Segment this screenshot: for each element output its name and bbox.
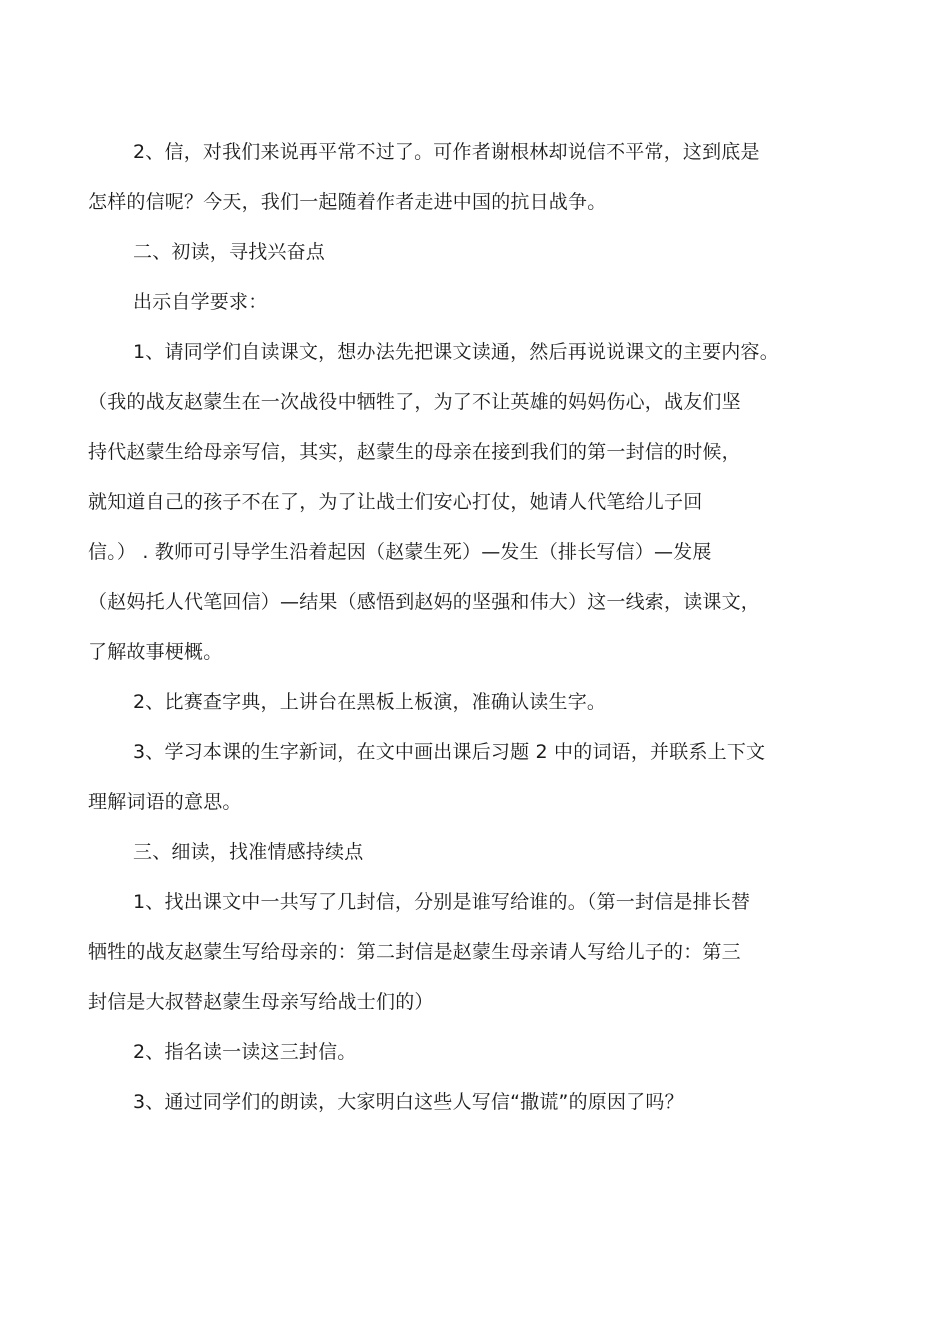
paragraph-line: （我的战友赵蒙生在一次战役中牺牲了，为了不让英雄的妈妈伤心，战友们坚 [88, 391, 741, 413]
paragraph-line: 信。） . 教师可引导学生沿着起因（赵蒙生死）—发生（排长写信）—发展 [88, 541, 712, 563]
paragraph-line: 就知道自己的孩子不在了，为了让战士们安心打仗，她请人代笔给儿子回 [88, 491, 703, 513]
paragraph-line: （赵妈托人代笔回信）—结果（感悟到赵妈的坚强和伟大）这一线索，读课文， [88, 591, 761, 613]
section-heading: 二、初读，寻找兴奋点 [133, 241, 326, 263]
paragraph-line: 2、指名读一读这三封信。 [133, 1041, 357, 1063]
paragraph-line: 了解故事梗概。 [88, 641, 223, 663]
paragraph-line: 2、信，对我们来说再平常不过了。可作者谢根林却说信不平常，这到底是 [133, 141, 760, 163]
paragraph-line: 怎样的信呢？今天，我们一起随着作者走进中国的抗日战争。 [88, 191, 607, 213]
paragraph-line: 封信是大叔替赵蒙生母亲写给战士们的） [88, 991, 434, 1013]
paragraph-line: 3、学习本课的生字新词，在文中画出课后习题 2 中的词语，并联系上下文 [133, 741, 766, 763]
paragraph-line: 1、找出课文中一共写了几封信，分别是谁写给谁的。（第一封信是排长替 [133, 891, 751, 913]
paragraph-line: 3、通过同学们的朗读，大家明白这些人写信“撒谎”的原因了吗？ [133, 1091, 684, 1113]
paragraph-line: 理解词语的意思。 [88, 791, 242, 813]
paragraph-line: 持代赵蒙生给母亲写信，其实，赵蒙生的母亲在接到我们的第一封信的时候， [88, 441, 741, 463]
paragraph-line: 牺牲的战友赵蒙生写给母亲的：第二封信是赵蒙生母亲请人写给儿子的：第三 [88, 941, 741, 963]
section-heading: 三、细读，找准情感持续点 [133, 841, 364, 863]
paragraph-line: 2、比赛查字典，上讲台在黑板上板演，准确认读生字。 [133, 691, 607, 713]
paragraph-line: 1、请同学们自读课文，想办法先把课文读通，然后再说说课文的主要内容。 [133, 341, 779, 363]
paragraph-line: 出示自学要求： [133, 291, 268, 313]
